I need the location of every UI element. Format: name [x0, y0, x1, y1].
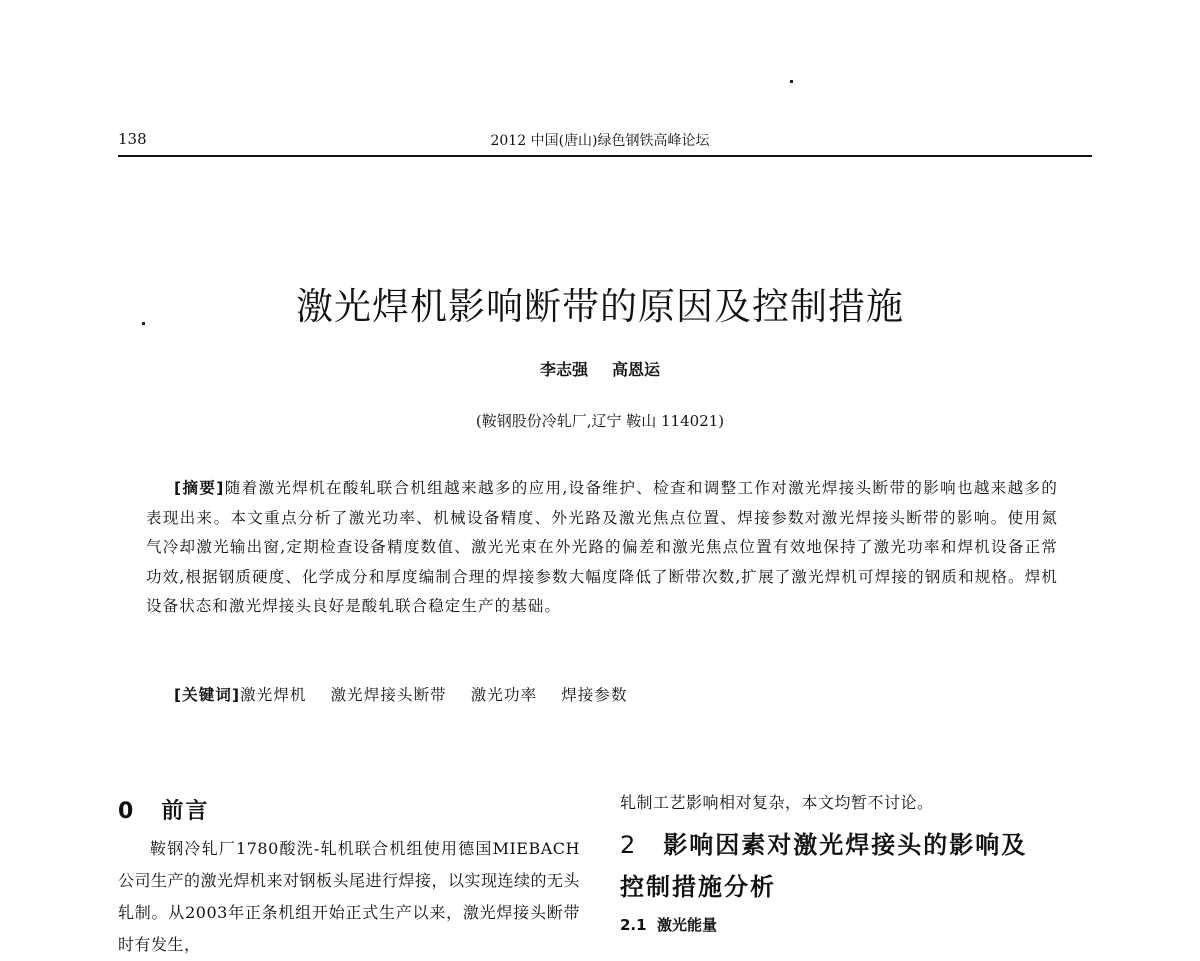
keyword: 激光焊接头断带: [330, 686, 447, 704]
keywords-label: [关键词]: [174, 686, 241, 704]
section-title-line1: 影响因素对激光焊接头的影响及: [663, 831, 1028, 859]
keyword: 激光焊机: [240, 686, 307, 704]
running-title: 2012 中国(唐山)绿色钢铁高峰论坛: [490, 133, 710, 149]
section-number: 0: [118, 799, 136, 824]
section-heading-2-cont: 控制措施分析: [620, 873, 776, 901]
subsection-title: 激光能量: [657, 916, 718, 934]
abstract-label: [摘要]: [174, 479, 225, 497]
author: 高恩运: [612, 360, 661, 379]
section-title: 前言: [161, 799, 210, 824]
keyword: 激光功率: [470, 686, 538, 704]
section-heading-2: [620, 824, 1090, 866]
section-number: 2: [620, 831, 638, 859]
keyword: 焊接参数: [561, 686, 628, 704]
left-column: [118, 794, 580, 961]
keywords: [174, 683, 652, 705]
page-number: 138: [118, 130, 147, 148]
subsection-number: 2.1: [620, 916, 647, 934]
affiliation: (鞍钢股份冷轧厂,辽宁 鞍山 114021): [475, 412, 725, 430]
continuation-text: 轧制工艺影响相对复杂，本文均暂不讨论。: [620, 793, 934, 812]
right-column: [620, 790, 1090, 935]
abstract: [146, 474, 1058, 622]
author: 李志强: [539, 360, 588, 379]
abstract-text: 随着激光焊机在酸轧联合机组越来越多的应用,设备维护、检查和调整工作对激光焊接头断带的影响也越来越多的表现出来。本文重点分析了激光功率、机械设备精度、外光路及激光焦点位置、焊接参数对激光焊接头断带的影响。使用氮气冷却激光输出窗,定期检查设备精度数值、激光光束在外光路的偏差和激光焦点位置有效地保持了激光功率和焊机设备正常功效,根据钢质硬度、化学成分和厚度编制合理的焊接参数大幅度降低了断带次数,扩展了激光焊机可焊接的钢质和规格。焊机设备状态和激光焊接头良好是酸轧联合稳定生产的基础。: [146, 479, 1058, 615]
intro-paragraph: 鞍钢冷轧厂1780酸洗-轧机联合机组使用德国MIEBACH公司生产的激光焊机来对钢板头尾进行焊接，以实现连续的无头轧制。从2003年正条机组开始正式生产以来，激光焊接头断带时有发生，: [118, 839, 581, 954]
header-rule: [118, 155, 1092, 157]
article-title: 激光焊机影响断带的原因及控制措施: [296, 285, 904, 328]
section-heading-intro: [118, 794, 580, 825]
subsection-heading: [620, 914, 1090, 935]
scan-speck: [790, 80, 793, 83]
author-list: [0, 357, 1200, 380]
